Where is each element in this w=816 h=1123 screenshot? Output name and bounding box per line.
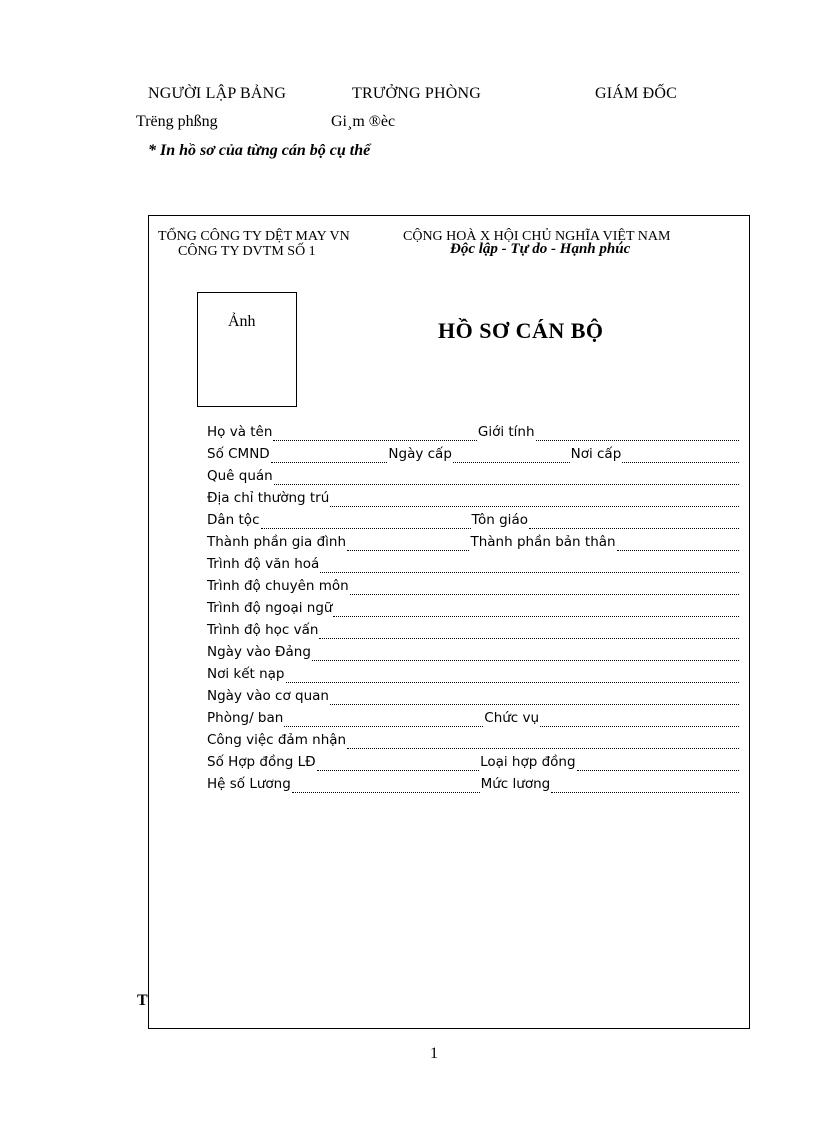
field-row bbox=[207, 424, 740, 446]
field-fill-line[interactable] bbox=[453, 459, 570, 463]
field-row bbox=[207, 512, 740, 534]
field-label: Phòng/ ban bbox=[207, 710, 284, 726]
field-row bbox=[207, 556, 740, 578]
field-fill-line[interactable] bbox=[540, 723, 739, 727]
signature-director: GIÁM ĐỐC bbox=[595, 85, 678, 102]
nation-header: CỘNG HOÀ X HỘI CHỦ NGHĨA VIỆT NAM bbox=[403, 229, 671, 244]
field-row bbox=[207, 534, 740, 556]
field-fill-line[interactable] bbox=[271, 459, 388, 463]
field-fill-line[interactable] bbox=[347, 547, 469, 551]
field-row bbox=[207, 446, 740, 468]
field-fill-line[interactable] bbox=[292, 789, 480, 793]
signature-department-head: TRƯỞNG PHÒNG bbox=[352, 85, 482, 102]
field-label: Trình độ học vấn bbox=[207, 622, 319, 638]
field-label: Giới tính bbox=[477, 424, 535, 440]
field-fill-line[interactable] bbox=[319, 635, 739, 639]
field-fill-line[interactable] bbox=[350, 591, 739, 595]
field-label: Thành phần bản thân bbox=[470, 534, 616, 550]
field-row bbox=[207, 776, 740, 798]
field-label: Hệ số Lương bbox=[207, 776, 291, 792]
photo-placeholder bbox=[197, 292, 297, 407]
org-line-1: TỔNG CÔNG TY DỆT MAY VN bbox=[158, 229, 350, 244]
photo-label: Ảnh bbox=[228, 313, 256, 330]
field-label: Trình độ văn hoá bbox=[207, 556, 320, 572]
field-row bbox=[207, 490, 740, 512]
field-label: Công việc đảm nhận bbox=[207, 732, 347, 748]
cut-off-text: T bbox=[137, 992, 148, 1009]
field-label: Tôn giáo bbox=[471, 512, 528, 528]
field-label: Trình độ chuyên môn bbox=[207, 578, 349, 594]
field-fill-line[interactable] bbox=[330, 503, 739, 507]
field-fill-line[interactable] bbox=[273, 437, 476, 441]
garbled-department-head: Trëng phßng bbox=[136, 113, 218, 130]
field-row bbox=[207, 666, 740, 688]
field-row bbox=[207, 578, 740, 600]
field-fill-line[interactable] bbox=[577, 767, 739, 771]
field-fill-line[interactable] bbox=[617, 547, 739, 551]
field-label: Dân tộc bbox=[207, 512, 260, 528]
field-row bbox=[207, 600, 740, 622]
garbled-director: Gi¸m ®èc bbox=[331, 113, 396, 130]
field-fill-line[interactable] bbox=[347, 745, 739, 749]
field-row bbox=[207, 688, 740, 710]
field-fill-line[interactable] bbox=[274, 481, 739, 485]
org-line-2: CÔNG TY DVTM SỐ 1 bbox=[178, 244, 316, 259]
field-fill-line[interactable] bbox=[317, 767, 479, 771]
field-row bbox=[207, 754, 740, 776]
profile-fields bbox=[207, 424, 740, 798]
field-fill-line[interactable] bbox=[551, 789, 739, 793]
field-fill-line[interactable] bbox=[312, 657, 739, 661]
field-fill-line[interactable] bbox=[529, 525, 739, 529]
field-fill-line[interactable] bbox=[286, 679, 739, 683]
field-label: Số Hợp đồng LĐ bbox=[207, 754, 316, 770]
field-row bbox=[207, 468, 740, 490]
signature-prepared-by: NGƯỜI LẬP BẢNG bbox=[148, 85, 287, 102]
field-row bbox=[207, 732, 740, 754]
field-row bbox=[207, 622, 740, 644]
field-label: Trình độ ngoại ngữ bbox=[207, 600, 333, 616]
field-label: Địa chỉ thường trú bbox=[207, 490, 330, 506]
field-label: Chức vụ bbox=[484, 710, 540, 726]
field-fill-line[interactable] bbox=[330, 701, 739, 705]
field-fill-line[interactable] bbox=[333, 613, 739, 617]
field-label: Ngày cấp bbox=[388, 446, 452, 462]
field-label: Quê quán bbox=[207, 468, 273, 484]
field-label: Thành phần gia đình bbox=[207, 534, 347, 550]
print-note: * In hồ sơ của từng cán bộ cụ thể bbox=[148, 142, 371, 159]
page-number: 1 bbox=[430, 1045, 438, 1062]
field-label: Loại hợp đồng bbox=[480, 754, 576, 770]
field-label: Số CMND bbox=[207, 446, 270, 462]
field-fill-line[interactable] bbox=[536, 437, 739, 441]
field-fill-line[interactable] bbox=[320, 569, 739, 573]
field-label: Họ và tên bbox=[207, 424, 273, 440]
field-label: Ngày vào cơ quan bbox=[207, 688, 329, 704]
field-row bbox=[207, 710, 740, 732]
field-label: Mức lương bbox=[480, 776, 551, 792]
motto: Độc lập - Tự do - Hạnh phúc bbox=[450, 241, 631, 257]
field-row bbox=[207, 644, 740, 666]
field-fill-line[interactable] bbox=[622, 459, 739, 463]
field-label: Nơi kết nạp bbox=[207, 666, 285, 682]
field-fill-line[interactable] bbox=[284, 723, 483, 727]
field-label: Nơi cấp bbox=[570, 446, 622, 462]
field-label: Ngày vào Đảng bbox=[207, 644, 311, 660]
form-title: HỒ SƠ CÁN BỘ bbox=[438, 318, 604, 343]
field-fill-line[interactable] bbox=[261, 525, 471, 529]
